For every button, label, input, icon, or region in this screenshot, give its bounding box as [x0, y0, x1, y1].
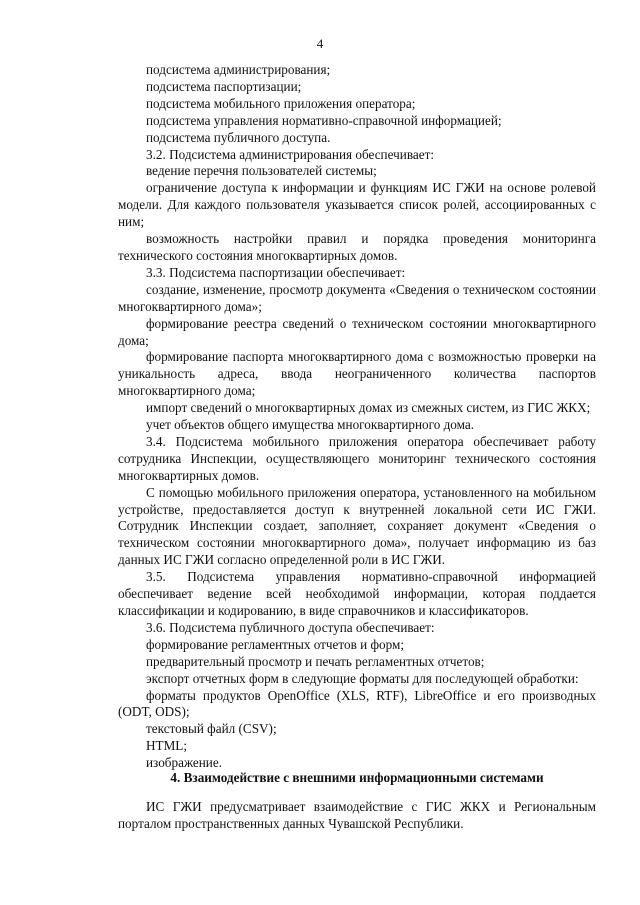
- paragraph: ограничение доступа к информации и функциям ИС ГЖИ на основе ролевой модели. Для каждого пользователя указывается список ролей, ассоциированных с ним;: [118, 180, 596, 230]
- paragraph: подсистема публичного доступа.: [146, 129, 331, 145]
- paragraph: формирование реестра сведений о техническом состоянии многоквартирного дома;: [118, 315, 596, 348]
- paragraph: С помощью мобильного приложения оператора, установленного на мобильном устройстве, предоставляется доступ к внутренней локальной сети ИС ГЖИ. Сотрудник Инспекции создает, заполняет, сохраняет документ «Сведения о техническом состоянии многоквартирного дома», получает информацию из баз данных ИС ГЖИ согласно определенной роли в ИС ГЖИ.: [118, 484, 596, 568]
- subsection-heading: 3.5. Подсистема управления нормативно-справочной информацией обеспечивает ведение всей необходимой информации, которая поддается классификации и кодированию, в виде справочников и классификаторов.: [118, 569, 596, 618]
- closing-section: [118, 799, 596, 833]
- paragraph: текстовый файл (CSV);: [146, 721, 277, 737]
- paragraph: форматы продуктов OpenOffice (XLS, RTF), LibreOffice и его производных (ODT, ODS);: [118, 687, 596, 720]
- paragraph: создание, изменение, просмотр документа «Сведения о техническом состоянии многоквартирного дома»;: [118, 281, 596, 314]
- document-body: [118, 62, 596, 772]
- paragraph: учет объектов общего имущества многоквартирного дома.: [146, 417, 475, 433]
- paragraph: подсистема паспортизации;: [146, 78, 302, 94]
- paragraph: подсистема управления нормативно-справочной информацией;: [146, 112, 502, 128]
- paragraph: возможность настройки правил и порядка проведения мониторинга технического состояния многоквартирных домов.: [118, 231, 596, 263]
- paragraph: формирование паспорта многоквартирного дома с возможностью проверки на уникальность адреса, ввода неограниченного количества паспортов многоквартирного дома;: [118, 349, 596, 399]
- paragraph: ведение перечня пользователей системы;: [146, 163, 377, 179]
- paragraph: предварительный просмотр и печать регламентных отчетов;: [146, 653, 485, 669]
- subsection-heading: 3.3. Подсистема паспортизации обеспечивает:: [146, 264, 406, 280]
- paragraph: изображение.: [146, 755, 222, 771]
- paragraph: формирование регламентных отчетов и форм;: [146, 636, 405, 652]
- subsection-heading: 3.4. Подсистема мобильного приложения оператора обеспечивает работу сотрудника Инспекции, осуществляющего мониторинг технического состояния многоквартирных домов.: [118, 433, 596, 483]
- paragraph: подсистема мобильного приложения оператора;: [146, 95, 416, 111]
- paragraph: ИС ГЖИ предусматривает взаимодействие с ГИС ЖКХ и Региональным порталом пространственных данных Чувашской Республики.: [118, 799, 596, 831]
- paragraph: HTML;: [146, 738, 188, 754]
- subsection-heading: 3.2. Подсистема администрирования обеспечивает:: [146, 146, 435, 162]
- page-number: 4: [316, 36, 324, 51]
- section-heading: 4. Взаимодействие с внешними информационными системами: [170, 770, 544, 785]
- paragraph: импорт сведений о многоквартирных домах из смежных систем, из ГИС ЖКХ;: [146, 400, 591, 416]
- paragraph: подсистема администрирования;: [146, 62, 331, 77]
- subsection-heading: 3.6. Подсистема публичного доступа обеспечивает:: [146, 619, 435, 635]
- paragraph: экспорт отчетных форм в следующие форматы для последующей обработки:: [146, 670, 579, 686]
